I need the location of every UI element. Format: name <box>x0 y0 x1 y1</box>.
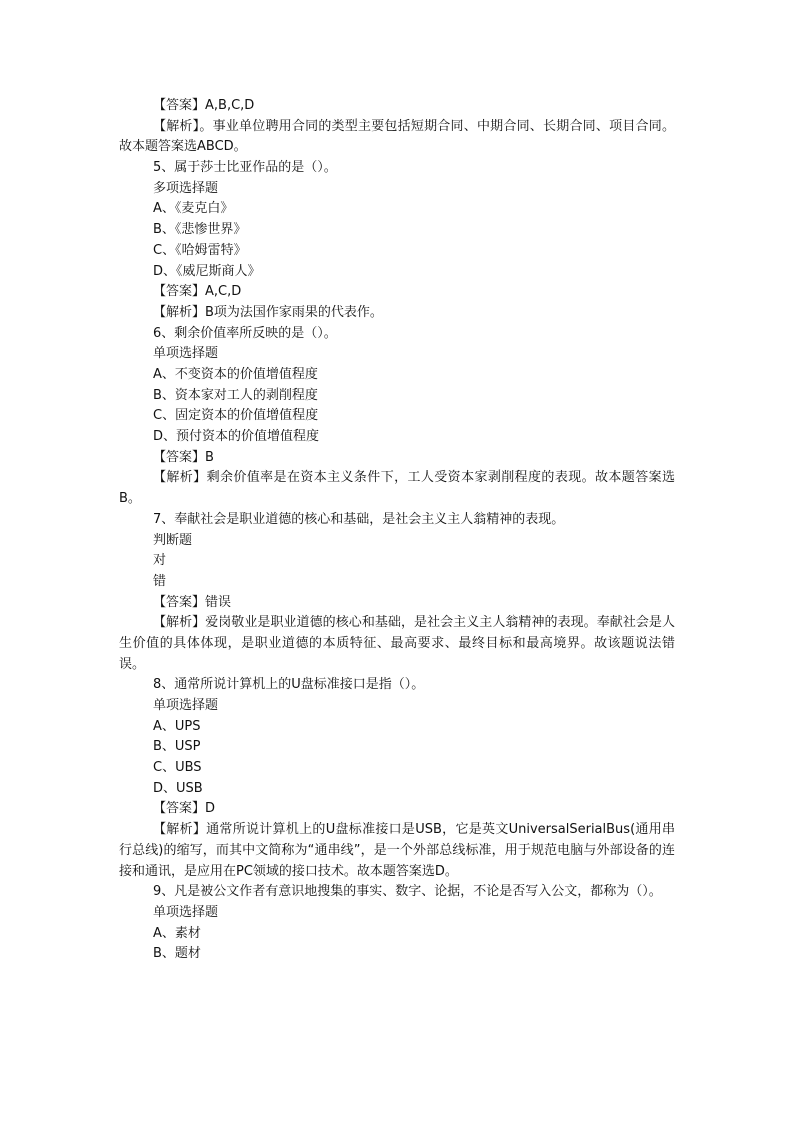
question-type-label: 多项选择题 <box>153 180 219 196</box>
question-type-label: 判断题 <box>153 532 193 548</box>
option-item: A、《麦克白》 <box>153 201 234 217</box>
explanation-paragraph: 【解析】B项为法国作家雨果的代表作。 <box>153 304 383 320</box>
judgement-option: 错 <box>153 573 167 589</box>
question-type-label: 单项选择题 <box>153 698 219 714</box>
explanation-paragraph: 【解析】。事业单位聘用合同的类型主要包括短期合同、中期合同、长期合同、项目合同。故本题答案选ABCD。 <box>119 118 675 155</box>
judgement-option: 对 <box>153 553 167 569</box>
explanation-paragraph: 【解析】剩余价值率是在资本主义条件下，工人受资本家剥削程度的表现。故本题答案选B。 <box>119 470 675 507</box>
document-body <box>119 96 675 965</box>
question-stem: 5、属于莎士比亚作品的是（）。 <box>153 160 337 176</box>
question-stem: 9、凡是被公文作者有意识地搜集的事实、数字、论据，不论是否写入公文，都称为（）。 <box>153 884 662 900</box>
answer-line: 【答案】A,C,D <box>153 284 242 300</box>
option-item: B、USP <box>153 739 201 755</box>
option-item: C、《哈姆雷特》 <box>153 242 247 258</box>
option-item: A、UPS <box>153 718 201 734</box>
option-item: C、UBS <box>153 760 202 776</box>
option-item: D、USB <box>153 780 203 796</box>
question-stem: 8、通常所说计算机上的U盘标准接口是指（）。 <box>153 677 425 693</box>
question-type-label: 单项选择题 <box>153 904 219 920</box>
option-item: D、《威尼斯商人》 <box>153 263 261 279</box>
answer-line: 【答案】错误 <box>153 594 232 610</box>
option-item: C、固定资本的价值增值程度 <box>153 408 319 424</box>
explanation-paragraph: 【解析】通常所说计算机上的U盘标准接口是USB，它是英文UniversalSerialBus(通用串行总线)的缩写，而其中文简称为“通串线”，是一个外部总线标准，用于规范电脑与外部设备的连接和通讯，是应用在PC领域的接口技术。故本题答案选D。 <box>119 822 675 879</box>
option-item: D、预付资本的价值增值程度 <box>153 429 320 445</box>
question-stem: 7、奉献社会是职业道德的核心和基础，是社会主义主人翁精神的表现。 <box>153 511 565 527</box>
question-type-label: 单项选择题 <box>153 346 219 362</box>
option-item: A、不变资本的价值增值程度 <box>153 366 318 382</box>
explanation-paragraph: 【解析】爱岗敬业是职业道德的核心和基础，是社会主义主人翁精神的表现。奉献社会是人生价值的具体体现，是职业道德的本质特征、最高要求、最终目标和最高境界。故该题说法错误。 <box>119 615 675 672</box>
option-item: B、《悲惨世界》 <box>153 222 247 238</box>
option-item: B、题材 <box>153 946 201 962</box>
option-item: B、资本家对工人的剥削程度 <box>153 387 318 403</box>
answer-line: 【答案】A,B,C,D <box>153 98 255 113</box>
option-item: A、素材 <box>153 925 201 941</box>
answer-line: 【答案】D <box>153 801 216 817</box>
answer-line: 【答案】B <box>153 449 214 465</box>
question-stem: 6、剩余价值率所反映的是（）。 <box>153 325 337 341</box>
